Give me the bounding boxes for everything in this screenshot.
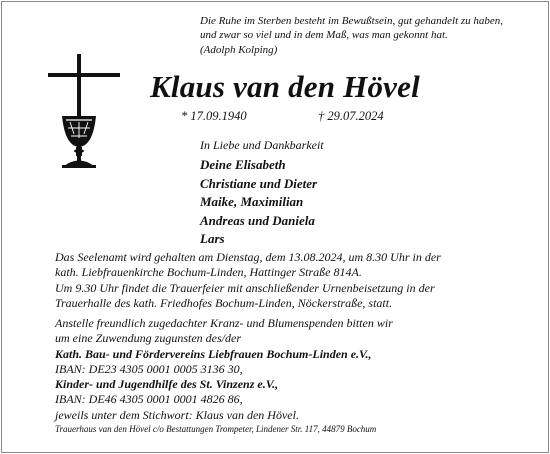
notice-line: kath. Liebfrauenkirche Bochum-Linden, Hattinger Straße 814A. [55,265,362,280]
donation-iban-1: IBAN: DE23 4305 0001 0005 3136 30, [55,361,243,376]
deceased-name: Klaus van den Hövel [150,69,420,104]
death-date: † 29.07.2024 [318,109,384,123]
cross-chalice-graphic [48,54,120,170]
mourner-name: Christiane und Dieter [200,175,318,191]
birth-date: * 17.09.1940 [181,109,247,123]
donation-line: Anstelle freundlich zugedachter Kranz- und Blumenspenden bitten wir [55,316,393,330]
notice-line: Das Seelenamt wird gehalten am Dienstag, dem 13.08.2024, um 8.30 Uhr in der [55,250,441,264]
quote-author: (Adolph Kolping) [200,43,278,56]
notice-line: Trauerhalle des kath. Friedhofes Bochum-Linden, Nöckerstraße, statt. [55,295,393,310]
mourner-name: Andreas und Daniela [200,212,315,228]
quote-line: und zwar so viel und in dem Maß, was man gekonnt hat. [200,29,448,42]
mourner-name: Maike, Maximilian [200,194,304,209]
cross-chalice-icon [48,54,120,170]
mourner-name: Lars [200,231,225,246]
donation-line: um eine Zuwendung zugunsten des/der [55,331,241,346]
intro-text: In Liebe und Dankbarkeit [200,138,324,152]
donation-org-1: Kath. Bau- und Fördervereins Liebfrauen Bochum-Linden e.V., [55,346,372,361]
service-notice [55,250,535,311]
mourner-name: Deine Elisabeth [200,157,286,172]
quote-line: Die Ruhe im Sterben besteht im Bewußtsein, gut gehandelt zu haben, [200,15,504,27]
donation-org-2: Kinder- und Jugendhilfe des St. Vinzenz e.V., [55,377,279,392]
mourners-list [200,156,317,249]
donation-keyword: jeweils unter dem Stichwort: Klaus van den Hövel. [55,407,299,422]
footer-address: Trauerhaus van den Hövel c/o Bestattungen Trompeter, Lindener Str. 117, 44879 Bochum [55,424,377,434]
quote-block [200,14,540,57]
donation-request [55,316,535,423]
donation-iban-2: IBAN: DE46 4305 0001 0001 4826 86, [55,392,243,407]
notice-line: Um 9.30 Uhr findet die Trauerfeier mit anschließender Urnenbeisetzung in der [55,280,435,295]
